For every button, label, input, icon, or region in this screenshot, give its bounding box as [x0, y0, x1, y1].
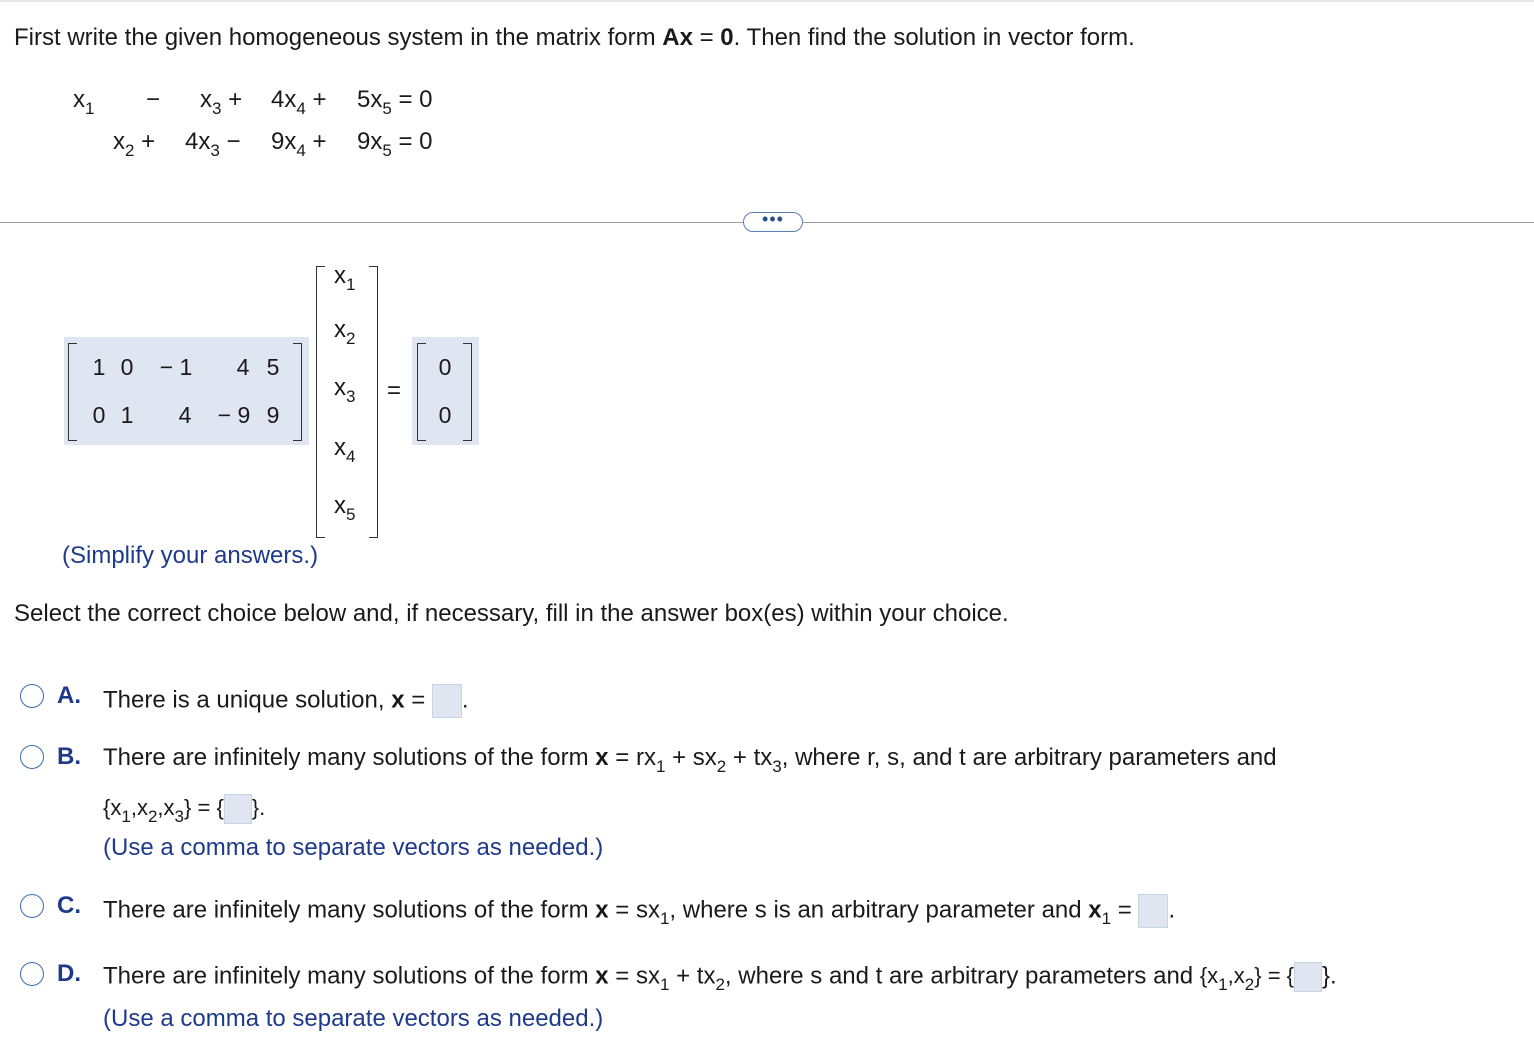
matrix-cell: 0: [92, 402, 106, 428]
matrix-cell: 0: [120, 354, 134, 380]
choice-d-radio[interactable]: [20, 962, 44, 986]
choice-a-letter: A.: [57, 682, 81, 709]
matrix-right-bracket: [293, 343, 302, 441]
instruction-text: [14, 24, 1135, 52]
instruction-prefix: First write the given homogeneous system in the matrix form: [14, 24, 663, 51]
matrix-cell: − 1: [159, 354, 193, 380]
more-options-button[interactable]: •••: [743, 212, 803, 232]
matrix-cell: 1: [92, 354, 106, 380]
vector-var-x1: $x_1$: [334, 262, 356, 294]
choice-c-answer-box[interactable]: [1138, 894, 1168, 928]
choice-b-radio[interactable]: [20, 745, 44, 769]
vector-var-x2: $x_2$: [334, 316, 356, 348]
matrix-cell: 4: [178, 402, 192, 428]
matrix-cell: − 9: [217, 402, 251, 428]
vector-left-bracket: [316, 266, 325, 538]
rhs-cell: 0: [438, 354, 452, 380]
choice-a-text: There is a unique solution, x = .: [103, 684, 469, 718]
choice-c-radio[interactable]: [20, 894, 44, 918]
choice-a-answer-box[interactable]: [432, 684, 462, 718]
vector-var-x4: $x_4$: [334, 434, 356, 466]
eq1-x5: $5x_5 = 0$: [357, 86, 433, 118]
matrix-cell: 9: [266, 402, 280, 428]
matrix-equals: =: [387, 377, 402, 404]
eq1-x3: $x_3$ +: [200, 86, 243, 118]
choice-d-note: (Use a comma to separate vectors as needed.): [103, 1005, 604, 1032]
choice-d-answer-box[interactable]: [1294, 962, 1322, 992]
choice-b-note: (Use a comma to separate vectors as needed.): [103, 834, 604, 861]
matrix-left-bracket: [68, 343, 77, 441]
select-prompt: Select the correct choice below and, if necessary, fill in the answer box(es) within your choice.: [14, 600, 1009, 627]
eq2-x2: $x_2$ +: [113, 128, 156, 160]
choice-b-text: There are infinitely many solutions of the form $x = rx_1 + sx_2 + tx_3$, where r, s, and t are arbitrary parameters and: [103, 744, 1277, 776]
instruction-eq: =: [692, 24, 721, 51]
rhs-right-bracket: [463, 343, 472, 441]
top-border: [0, 0, 1534, 2]
choice-d-letter: D.: [57, 960, 81, 987]
vector-right-bracket: [369, 266, 378, 538]
matrix-cell: 4: [236, 354, 250, 380]
eq1-x1: $x_1$: [73, 86, 95, 118]
rhs-cell: 0: [438, 402, 452, 428]
matrix-cell: 1: [120, 402, 134, 428]
vector-var-x5: $x_5$: [334, 492, 356, 524]
choice-b-letter: B.: [57, 743, 81, 770]
choice-a-radio[interactable]: [20, 684, 44, 708]
eq2-x4: $9x_4$ +: [271, 128, 327, 160]
matrix-cell: 5: [266, 354, 280, 380]
instruction-zero: 0: [720, 24, 734, 51]
rhs-left-bracket: [417, 343, 426, 441]
eq1-x4: $4x_4$ +: [271, 86, 327, 118]
eq1-minus: −: [146, 86, 161, 113]
choice-b-set: $\{x_1,x_2,x_3\}$ = { }.: [103, 794, 266, 826]
instruction-ax: Ax: [662, 24, 693, 51]
vector-var-x3: $x_3$: [334, 374, 356, 406]
eq2-x5: $9x_5 = 0$: [357, 128, 433, 160]
simplify-note: (Simplify your answers.): [62, 542, 319, 569]
eq2-x3: $4x_3$ −: [185, 128, 241, 160]
choice-c-letter: C.: [57, 892, 81, 919]
choice-c-text: There are infinitely many solutions of the form $x = sx_1$, where s is an arbitrary parameter and $x_1$ = .: [103, 894, 1175, 928]
instruction-suffix: . Then find the solution in vector form.: [733, 24, 1135, 51]
choice-d-text: There are infinitely many solutions of the form $x = sx_1 + tx_2$, where s and t are arbitrary parameters and $\{x_1,x_2\}$ = { }.: [103, 962, 1337, 995]
choice-b-answer-box[interactable]: [224, 794, 252, 824]
